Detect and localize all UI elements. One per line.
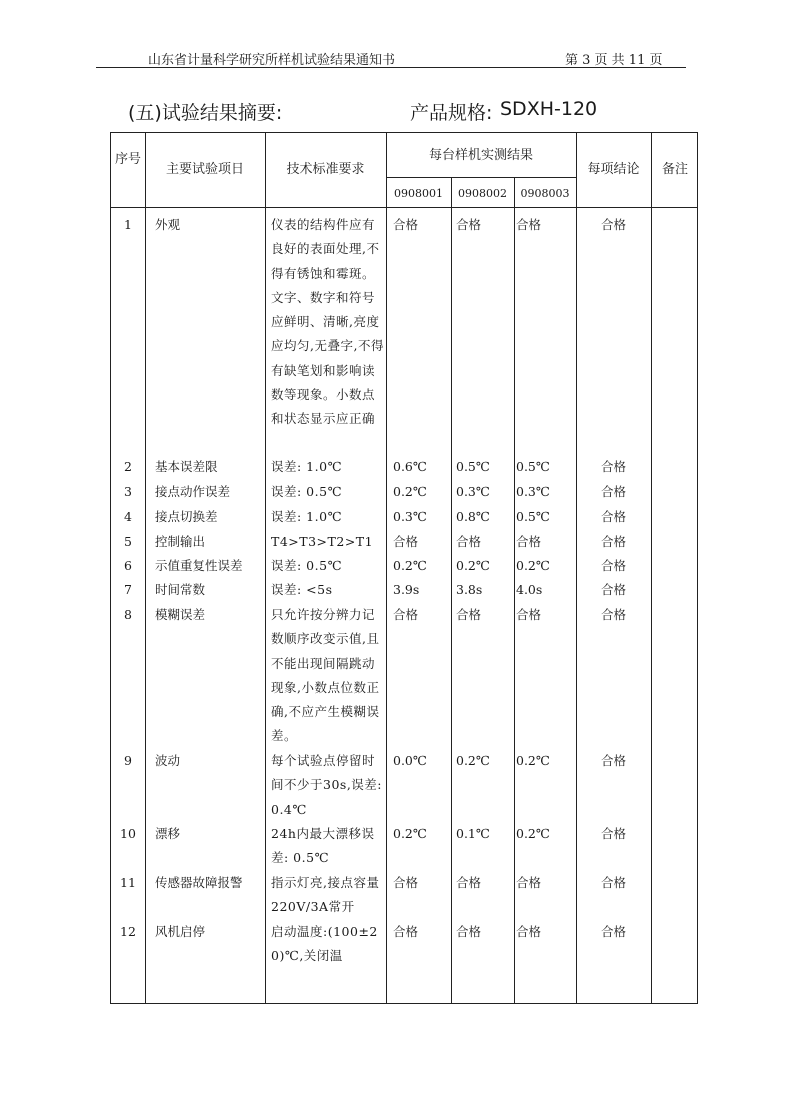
row-test-item: 波动 [155, 753, 181, 768]
row-standard-requirement: 误差: 1.0℃ [271, 509, 343, 524]
row-test-item: 传感器故障报警 [155, 875, 243, 890]
header-seq: 序号 [114, 152, 141, 167]
results-table [110, 132, 698, 1004]
row-seq-number: 10 [120, 826, 136, 841]
row-standard-requirement: 指示灯亮,接点容量220V/3A常开 [271, 875, 380, 915]
row-test-item: 接点切换差 [155, 509, 218, 524]
row-result-sample-2: 3.8s [456, 582, 483, 597]
row-result-sample-3: 0.3℃ [516, 484, 550, 499]
row-result-sample-1: 0.2℃ [393, 558, 427, 573]
row-test-item: 外观 [155, 217, 181, 232]
row-seq-number: 1 [124, 217, 132, 232]
header-remark: 备注 [661, 162, 688, 177]
row-result-sample-1: 合格 [393, 534, 419, 549]
row-result-sample-3: 合格 [516, 534, 542, 549]
row-seq-number: 3 [124, 484, 132, 499]
section-title: (五)试验结果摘要: [128, 102, 283, 124]
row-conclusion: 合格 [600, 509, 626, 524]
row-result-sample-2: 0.5℃ [456, 459, 490, 474]
row-conclusion: 合格 [600, 534, 626, 549]
row-result-sample-3: 0.2℃ [516, 558, 550, 573]
col-divider [265, 133, 266, 1003]
row-seq-number: 8 [124, 607, 132, 622]
header-sample-3: 0908003 [520, 187, 570, 200]
row-standard-requirement: 仪表的结构件应有良好的表面处理,不得有锈蚀和霉斑。文字、数字和符号应鲜明、清晰,亮度应均匀,无叠字,不得有缺笔划和影响读数等现象。小数点和状态显示应正确 [271, 217, 384, 427]
row-result-sample-2: 0.8℃ [456, 509, 490, 524]
row-result-sample-2: 合格 [456, 924, 482, 939]
row-conclusion: 合格 [600, 582, 626, 597]
row-standard-requirement: 误差: <5s [271, 582, 333, 597]
row-standard-requirement: 误差: 1.0℃ [271, 459, 343, 474]
row-result-sample-3: 合格 [516, 607, 542, 622]
col-divider [651, 133, 652, 1003]
header-standard: 技术标准要求 [286, 162, 365, 177]
header-divider [96, 67, 686, 68]
row-seq-number: 6 [124, 558, 132, 573]
row-conclusion: 合格 [600, 217, 626, 232]
row-test-item: 模糊误差 [155, 607, 206, 622]
row-test-item: 时间常数 [155, 582, 206, 597]
row-standard-requirement: 误差: 0.5℃ [271, 484, 343, 499]
row-result-sample-3: 合格 [516, 217, 542, 232]
row-standard-requirement: 每个试验点停留时间不少于30s,误差: 0.4℃ [271, 753, 383, 817]
page-number: 第 3 页 共 11 页 [565, 53, 663, 68]
row-result-sample-2: 合格 [456, 534, 482, 549]
row-result-sample-2: 0.3℃ [456, 484, 490, 499]
row-test-item: 漂移 [155, 826, 181, 841]
row-test-item: 控制输出 [155, 534, 206, 549]
row-seq-number: 7 [124, 582, 132, 597]
row-seq-number: 4 [124, 509, 132, 524]
row-standard-requirement: 误差: 0.5℃ [271, 558, 343, 573]
row-result-sample-2: 合格 [456, 217, 482, 232]
row-result-sample-2: 合格 [456, 607, 482, 622]
row-result-sample-1: 0.0℃ [393, 753, 427, 768]
row-result-sample-3: 0.5℃ [516, 459, 550, 474]
row-test-item: 风机启停 [155, 924, 206, 939]
row-conclusion: 合格 [600, 875, 626, 890]
row-result-sample-1: 3.9s [393, 582, 420, 597]
row-result-sample-1: 0.6℃ [393, 459, 427, 474]
row-result-sample-1: 合格 [393, 607, 419, 622]
row-seq-number: 5 [124, 534, 132, 549]
row-result-sample-3: 0.5℃ [516, 509, 550, 524]
row-result-sample-2: 0.2℃ [456, 558, 490, 573]
row-result-sample-3: 0.2℃ [516, 753, 550, 768]
row-result-sample-1: 合格 [393, 924, 419, 939]
row-result-sample-1: 0.2℃ [393, 826, 427, 841]
header-item: 主要试验项日 [165, 162, 244, 177]
spec-value: SDXH-120 [500, 98, 598, 120]
row-seq-number: 12 [120, 924, 136, 939]
row-result-sample-1: 合格 [393, 217, 419, 232]
header-sample-2: 0908002 [458, 187, 507, 200]
row-result-sample-1: 0.3℃ [393, 509, 427, 524]
row-result-sample-1: 0.2℃ [393, 484, 427, 499]
row-standard-requirement: 启动温度:(100±20)℃,关闭温 [271, 924, 378, 964]
row-conclusion: 合格 [600, 459, 626, 474]
row-result-sample-2: 0.1℃ [456, 826, 490, 841]
row-result-sample-1: 合格 [393, 875, 419, 890]
row-divider [386, 177, 576, 178]
row-seq-number: 2 [124, 459, 132, 474]
row-standard-requirement: 只允许按分辨力记数顺序改变示值,且不能出现间隔跳动现象,小数点位数正确,不应产生模糊误差。 [271, 607, 380, 744]
row-standard-requirement: 24h内最大漂移误差: 0.5℃ [271, 826, 375, 866]
row-test-item: 接点动作误差 [155, 484, 231, 499]
header-conclusion: 每项结论 [587, 162, 640, 177]
col-divider [386, 133, 387, 1003]
row-test-item: 示值重复性误差 [155, 558, 243, 573]
row-result-sample-3: 4.0s [516, 582, 543, 597]
row-conclusion: 合格 [600, 753, 626, 768]
report-title: 山东省计量科学研究所样机试验结果通知书 [148, 53, 396, 68]
row-conclusion: 合格 [600, 558, 626, 573]
row-conclusion: 合格 [600, 607, 626, 622]
row-result-sample-2: 合格 [456, 875, 482, 890]
row-result-sample-3: 合格 [516, 875, 542, 890]
row-result-sample-2: 0.2℃ [456, 753, 490, 768]
row-result-sample-3: 0.2℃ [516, 826, 550, 841]
header-sample-1: 0908001 [394, 187, 443, 200]
spec-label: 产品规格: [410, 102, 493, 124]
col-divider [145, 133, 146, 1003]
row-seq-number: 9 [124, 753, 132, 768]
row-conclusion: 合格 [600, 826, 626, 841]
row-result-sample-3: 合格 [516, 924, 542, 939]
header-results-group: 每台样机实测结果 [428, 148, 533, 163]
row-standard-requirement: T4>T3>T2>T1 [271, 534, 374, 549]
col-divider [576, 133, 577, 1003]
row-conclusion: 合格 [600, 484, 626, 499]
row-test-item: 基本误差限 [155, 459, 218, 474]
row-conclusion: 合格 [600, 924, 626, 939]
row-seq-number: 11 [120, 875, 136, 890]
row-divider [111, 207, 697, 208]
